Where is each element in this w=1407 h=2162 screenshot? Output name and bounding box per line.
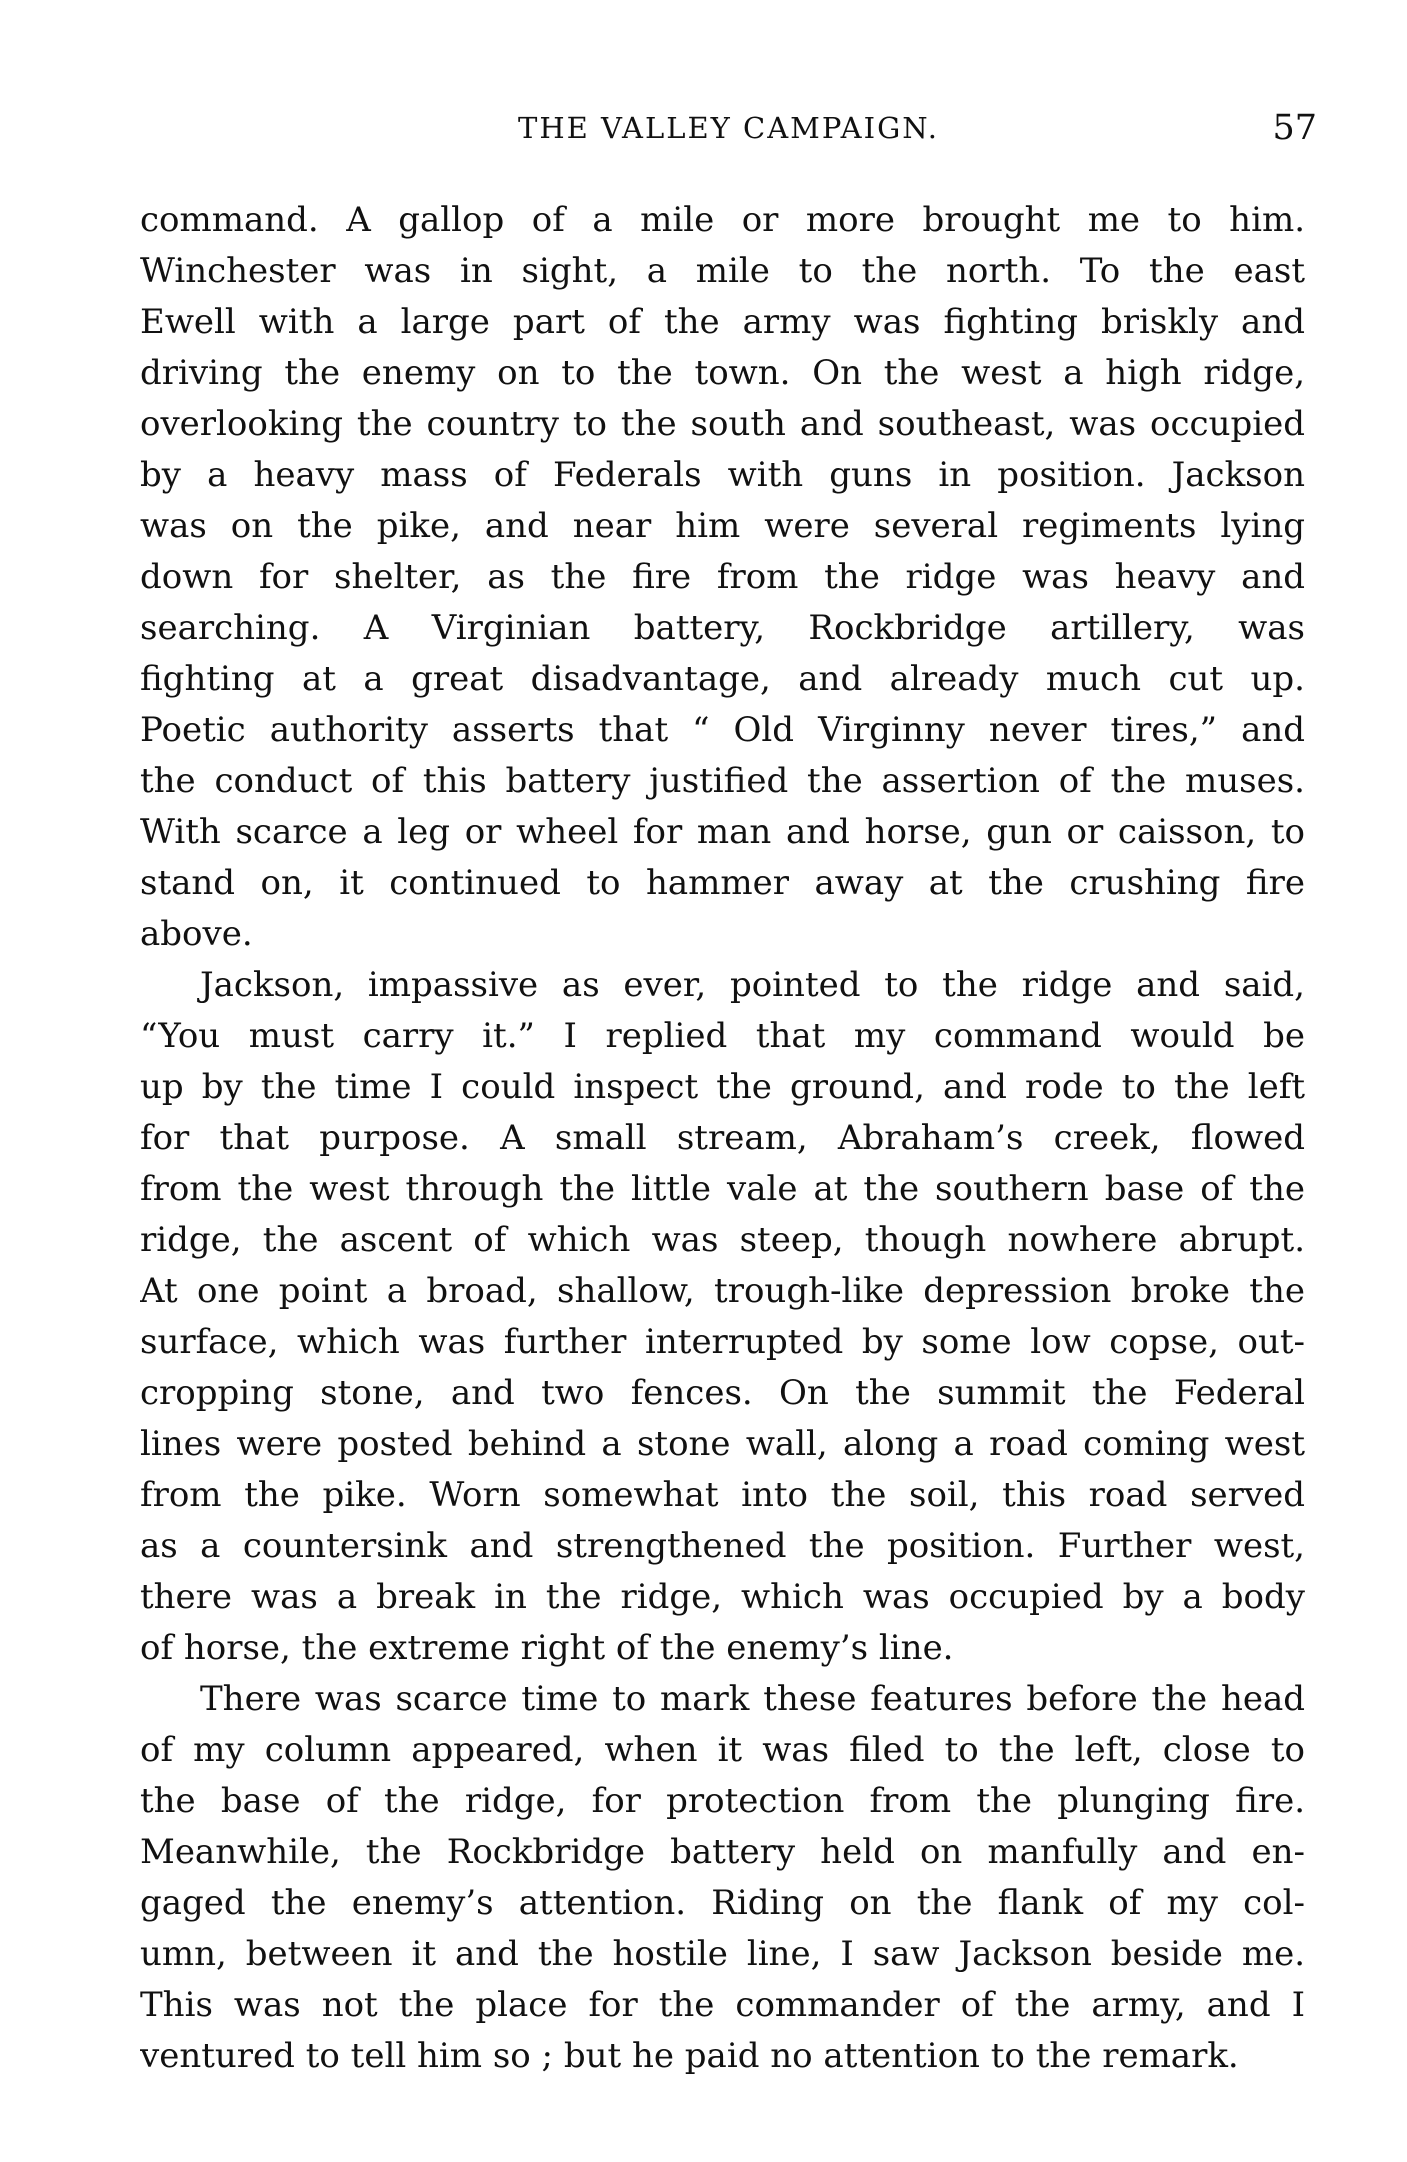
paragraph bbox=[140, 1674, 1305, 2082]
text-line: ridge, the ascent of which was steep, though nowhere abrupt. bbox=[140, 1220, 1305, 1260]
text-line: as a countersink and strengthened the position. Further west, bbox=[140, 1526, 1305, 1566]
running-header bbox=[140, 108, 1317, 148]
text-line: Jackson, impassive as ever, pointed to the ridge and said, bbox=[200, 965, 1305, 1005]
text-line: above. bbox=[140, 914, 253, 954]
page-number: 57 bbox=[1272, 108, 1317, 148]
text-line: Meanwhile, the Rockbridge battery held on manfully and en- bbox=[140, 1832, 1305, 1872]
text-line: Ewell with a large part of the army was fighting briskly and bbox=[140, 302, 1305, 342]
text-line: was on the pike, and near him were several regiments lying bbox=[140, 506, 1305, 546]
text-line: There was scarce time to mark these features before the head bbox=[200, 1679, 1305, 1719]
text-line: overlooking the country to the south and southeast, was occupied bbox=[140, 404, 1305, 444]
paragraph bbox=[140, 195, 1305, 960]
text-line: stand on, it continued to hammer away at the crushing fire bbox=[140, 863, 1305, 903]
text-line: down for shelter, as the fire from the ridge was heavy and bbox=[140, 557, 1305, 597]
text-line: searching. A Virginian battery, Rockbridge artillery, was bbox=[140, 608, 1305, 648]
text-line: the base of the ridge, for protection from the plunging fire. bbox=[140, 1781, 1305, 1821]
text-line: from the west through the little vale at the southern base of the bbox=[140, 1169, 1305, 1209]
text-line: driving the enemy on to the town. On the west a high ridge, bbox=[140, 353, 1305, 393]
text-line: of my column appeared, when it was filed to the left, close to bbox=[140, 1730, 1305, 1770]
text-line: Poetic authority asserts that “ Old Virginny never tires,” and bbox=[140, 710, 1305, 750]
text-line: At one point a broad, shallow, trough-like depression broke the bbox=[140, 1271, 1305, 1311]
body-text bbox=[140, 195, 1305, 2082]
text-line: umn, between it and the hostile line, I saw Jackson beside me. bbox=[140, 1934, 1305, 1974]
text-line: lines were posted behind a stone wall, along a road coming west bbox=[140, 1424, 1305, 1464]
text-line: gaged the enemy’s attention. Riding on the flank of my col- bbox=[140, 1883, 1305, 1923]
text-line: there was a break in the ridge, which was occupied by a body bbox=[140, 1577, 1305, 1617]
text-line: Winchester was in sight, a mile to the north. To the east bbox=[140, 251, 1305, 291]
text-line: fighting at a great disadvantage, and already much cut up. bbox=[140, 659, 1305, 699]
text-line: surface, which was further interrupted by some low copse, out- bbox=[140, 1322, 1305, 1362]
paragraph-container bbox=[140, 195, 1305, 2082]
text-line: by a heavy mass of Federals with guns in position. Jackson bbox=[140, 455, 1305, 495]
text-line: “You must carry it.” I replied that my command would be bbox=[140, 1016, 1305, 1056]
text-line: of horse, the extreme right of the enemy’s line. bbox=[140, 1628, 954, 1668]
text-line: ventured to tell him so ; but he paid no attention to the remark. bbox=[140, 2036, 1239, 2076]
text-line: the conduct of this battery justified the assertion of the muses. bbox=[140, 761, 1305, 801]
text-line: With scarce a leg or wheel for man and horse, gun or caisson, to bbox=[140, 812, 1305, 852]
running-title: THE VALLEY CAMPAIGN. bbox=[518, 111, 939, 145]
text-line: for that purpose. A small stream, Abraham’s creek, flowed bbox=[140, 1118, 1305, 1158]
paragraph bbox=[140, 960, 1305, 1674]
text-line: up by the time I could inspect the ground, and rode to the left bbox=[140, 1067, 1305, 1107]
text-line: cropping stone, and two fences. On the summit the Federal bbox=[140, 1373, 1305, 1413]
text-line: from the pike. Worn somewhat into the soil, this road served bbox=[140, 1475, 1305, 1515]
text-line: command. A gallop of a mile or more brought me to him. bbox=[140, 200, 1305, 240]
text-line: This was not the place for the commander of the army, and I bbox=[140, 1985, 1305, 2025]
